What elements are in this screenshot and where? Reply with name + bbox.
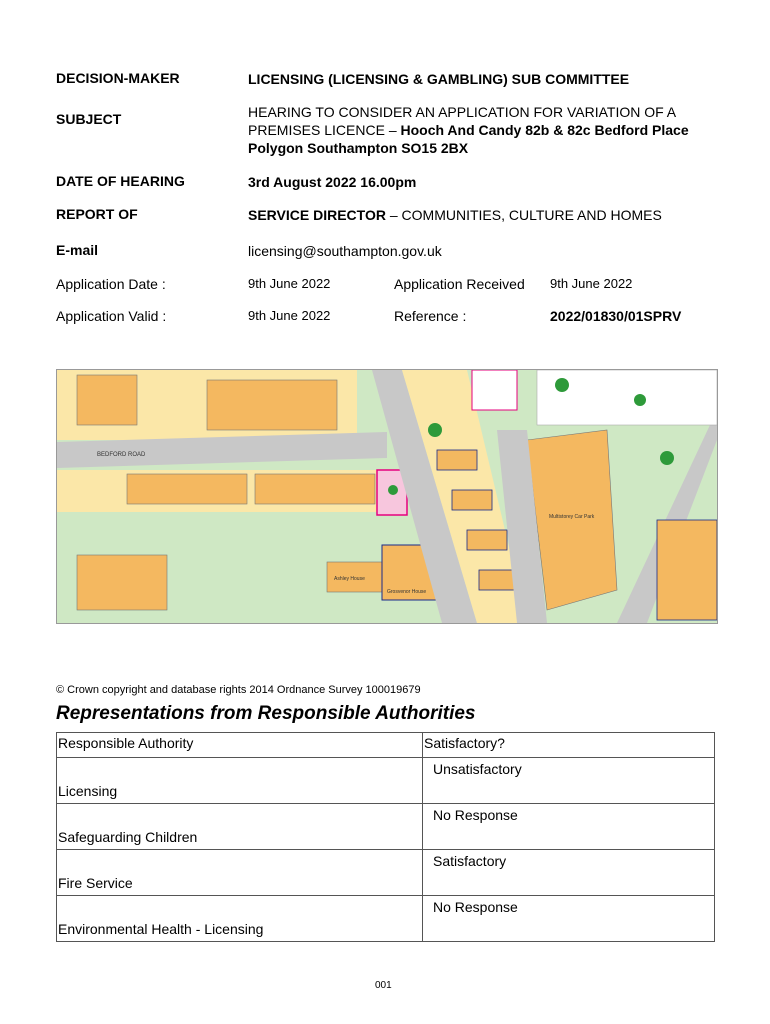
header-cell-authority <box>57 733 423 758</box>
status-cell <box>423 850 715 896</box>
map-building <box>452 490 492 510</box>
authority-name: Environmental Health - Licensing <box>58 921 264 937</box>
map-tree <box>634 394 646 406</box>
subject-premises: Hooch And Candy 82b & 82c Bedford Place Polygon Southampton SO15 2BX <box>248 122 689 156</box>
application-valid-label: Application Valid : <box>56 308 167 324</box>
application-date-value: 9th June 2022 <box>248 276 331 291</box>
header-satisfactory: Satisfactory? <box>424 735 505 751</box>
table-row <box>57 896 715 942</box>
authority-status: No Response <box>433 807 518 823</box>
map-tree <box>388 485 398 495</box>
map-tree <box>555 378 569 392</box>
map-building <box>657 520 717 620</box>
report-of-department: – COMMUNITIES, CULTURE AND HOMES <box>385 207 662 223</box>
copyright-notice: © Crown copyright and database rights 2014 Ordnance Survey 100019679 <box>56 684 421 696</box>
map-building <box>437 450 477 470</box>
representations-table <box>56 732 715 942</box>
status-cell <box>423 896 715 942</box>
reference-value: 2022/01830/01SPRV <box>550 308 682 324</box>
report-of-label: REPORT OF <box>56 206 138 222</box>
site-location-map <box>56 369 718 624</box>
map-road-label-west: BEDFORD ROAD <box>97 452 146 458</box>
map-label-car-park: Multistorey Car Park <box>549 514 595 520</box>
application-received-value: 9th June 2022 <box>550 276 633 291</box>
authority-status: No Response <box>433 899 518 915</box>
authority-cell <box>57 896 423 942</box>
application-date-label: Application Date : <box>56 276 166 292</box>
authority-cell <box>57 850 423 896</box>
application-received-label: Application Received <box>394 276 525 292</box>
map-building <box>467 530 507 550</box>
report-of-director: SERVICE DIRECTOR <box>248 207 386 223</box>
map-tree <box>428 423 442 437</box>
map-building <box>255 474 375 504</box>
authority-name: Licensing <box>58 783 118 799</box>
authority-cell <box>57 804 423 850</box>
authority-cell <box>57 758 423 804</box>
subject-value <box>248 103 718 157</box>
subject-plain: HEARING TO CONSIDER AN APPLICATION FOR VARIATION OF A PREMISES LICENCE – <box>248 104 676 138</box>
application-valid-value: 9th June 2022 <box>248 308 331 323</box>
decision-maker-label: DECISION-MAKER <box>56 70 180 86</box>
map-ne-outline <box>472 370 517 410</box>
status-cell <box>423 804 715 850</box>
email-label: E-mail <box>56 242 99 258</box>
table-row <box>57 804 715 850</box>
map-label-ashley: Ashley House <box>334 576 365 582</box>
table-header-row <box>57 733 715 758</box>
map-tree <box>660 451 674 465</box>
table-row <box>57 758 715 804</box>
page-number: 001 <box>375 980 392 991</box>
map-svg <box>57 370 717 623</box>
date-of-hearing-label: DATE OF HEARING <box>56 173 185 189</box>
authority-status: Satisfactory <box>433 853 507 869</box>
authority-name: Fire Service <box>58 875 133 891</box>
email-value[interactable]: licensing@southampton.gov.uk <box>248 243 442 259</box>
representations-title: Representations from Responsible Authorities <box>56 703 476 724</box>
map-building <box>77 375 137 425</box>
map-building <box>207 380 337 430</box>
map-building <box>127 474 247 504</box>
map-ne-block <box>537 370 717 425</box>
decision-maker-value: LICENSING (LICENSING & GAMBLING) SUB COMMITTEE <box>248 71 630 87</box>
reference-label: Reference : <box>394 308 467 324</box>
table-row <box>57 850 715 896</box>
status-cell <box>423 758 715 804</box>
header-cell-satisfactory <box>423 733 715 758</box>
map-building <box>77 555 167 610</box>
map-label-grosvenor: Grosvenor House <box>387 589 427 595</box>
report-of-value <box>248 206 718 224</box>
subject-label: SUBJECT <box>56 111 122 127</box>
authority-name: Safeguarding Children <box>58 829 198 845</box>
authority-status: Unsatisfactory <box>433 761 522 777</box>
date-of-hearing-value: 3rd August 2022 16.00pm <box>248 174 417 190</box>
header-authority: Responsible Authority <box>58 735 194 751</box>
